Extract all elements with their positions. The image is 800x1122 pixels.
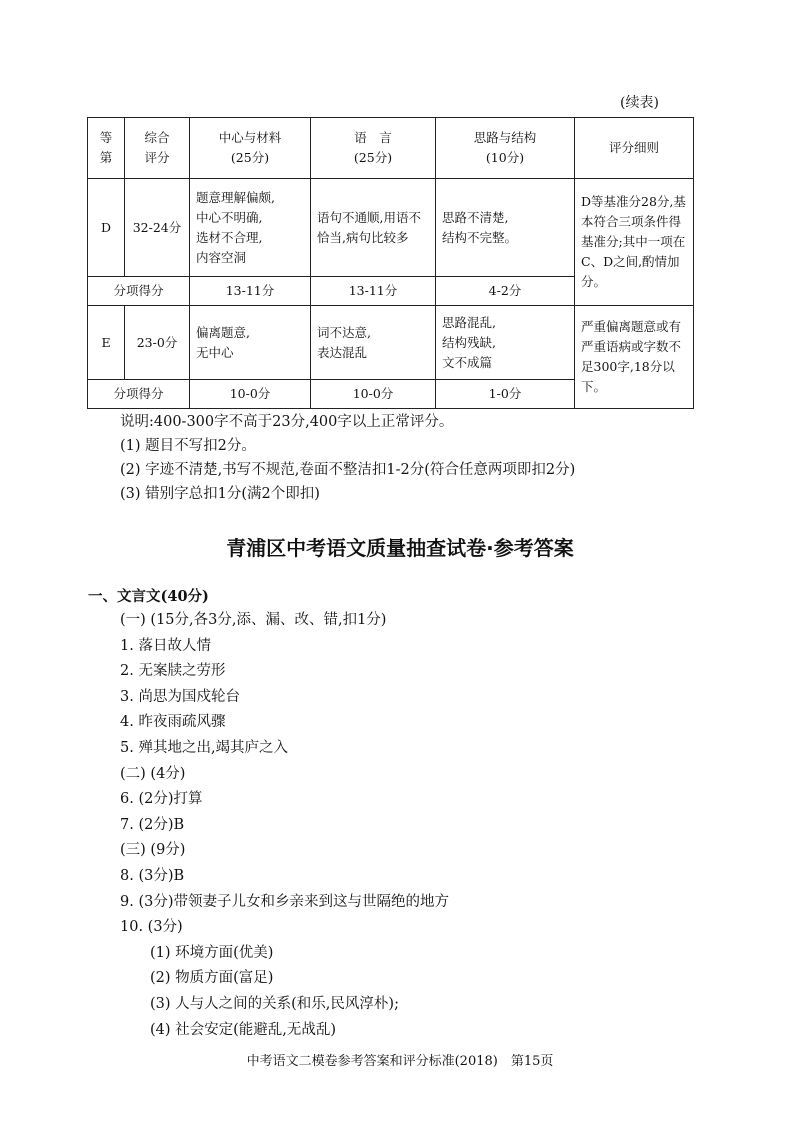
scoring-notes xyxy=(120,410,575,506)
rule-cell: 严重偏离题意或有严重语病或字数不足300字,18分以下。 xyxy=(575,306,694,409)
subscore-label: 分项得分 xyxy=(88,380,190,409)
answer-line: (3) 人与人之间的关系(和乐,民风淳朴); xyxy=(150,995,399,1012)
table-header-row xyxy=(88,118,694,179)
answer-line: 2. 无案牍之劳形 xyxy=(120,663,226,680)
table-row-d xyxy=(88,179,694,277)
subscore-language: 13-11分 xyxy=(311,277,436,306)
answer-line: 1. 落日故人情 xyxy=(120,637,211,654)
header-grade: 等第 xyxy=(88,118,125,179)
note-line: (3) 错别字总扣1分(满2个即扣) xyxy=(120,486,320,502)
answer-line: 7. (2分)B xyxy=(120,816,185,833)
answer-line: 4. 昨夜雨疏风骤 xyxy=(120,714,226,731)
center-cell: 题意理解偏颇, 中心不明确, 选材不合理, 内容空洞 xyxy=(190,179,311,277)
answer-line: (1) 环境方面(优美) xyxy=(150,944,274,961)
answer-line: 9. (3分)带领妻子儿女和乡亲来到这与世隔绝的地方 xyxy=(120,893,449,910)
answer-line: 10. (3分) xyxy=(120,919,183,936)
structure-cell: 思路不清楚, 结构不完整。 xyxy=(436,179,575,277)
answer-line: (4) 社会安定(能避乱,无战乱) xyxy=(150,1021,337,1038)
subscore-structure: 4-2分 xyxy=(436,277,575,306)
section-heading: 一、文言文(40分) xyxy=(88,588,209,605)
page-title: 青浦区中考语文质量抽查试卷·参考答案 xyxy=(226,536,574,560)
grade-cell: D xyxy=(88,179,125,277)
score-cell: 23-0分 xyxy=(125,306,190,380)
note-line: (1) 题目不写扣2分。 xyxy=(120,438,256,454)
continued-label: (续表) xyxy=(620,95,659,111)
answer-line: (一) (15分,各3分,添、漏、改、错,扣1分) xyxy=(120,612,387,628)
note-line: (2) 字迹不清楚,书写不规范,卷面不整洁扣1-2分(符合任意两项即扣2分) xyxy=(120,462,576,478)
structure-cell: 思路混乱, 结构残缺, 文不成篇 xyxy=(436,306,575,380)
table-row-e xyxy=(88,306,694,380)
subscore-language: 10-0分 xyxy=(311,380,436,409)
grading-table xyxy=(87,117,694,409)
header-rules: 评分细则 xyxy=(575,118,694,179)
subscore-label: 分项得分 xyxy=(88,277,190,306)
answer-line: (三) (9分) xyxy=(120,842,186,859)
score-cell: 32-24分 xyxy=(125,179,190,277)
header-score: 综合 评分 xyxy=(125,118,190,179)
note-line: 说明:400-300字不高于23分,400字以上正常评分。 xyxy=(120,414,454,430)
language-cell: 语句不通顺,用语不恰当,病句比较多 xyxy=(311,179,436,277)
answer-line: 8. (3分)B xyxy=(120,867,185,884)
answer-line: 6. (2分)打算 xyxy=(120,791,203,808)
answer-line: 3. 尚思为国戍轮台 xyxy=(120,688,240,705)
rule-cell: D等基准分28分,基本符合三项条件得基准分;其中一项在C、D之间,酌情加分。 xyxy=(575,179,694,306)
header-center: 中心与材料 (25分) xyxy=(190,118,311,179)
language-cell: 词不达意, 表达混乱 xyxy=(311,306,436,380)
header-structure: 思路与结构 (10分) xyxy=(436,118,575,179)
answer-list xyxy=(120,608,449,1043)
subscore-center: 13-11分 xyxy=(190,277,311,306)
grade-cell: E xyxy=(88,306,125,380)
subscore-center: 10-0分 xyxy=(190,380,311,409)
header-language: 语 言 (25分) xyxy=(311,118,436,179)
subscore-structure: 1-0分 xyxy=(436,380,575,409)
answer-line: 5. 殚其地之出,竭其庐之入 xyxy=(120,739,289,756)
center-cell: 偏离题意, 无中心 xyxy=(190,306,311,380)
answer-line: (2) 物质方面(富足) xyxy=(150,970,274,987)
answer-line: (二) (4分) xyxy=(120,765,186,782)
page-footer: 中考语文二模卷参考答案和评分标准(2018) 第15页 xyxy=(246,1054,554,1069)
